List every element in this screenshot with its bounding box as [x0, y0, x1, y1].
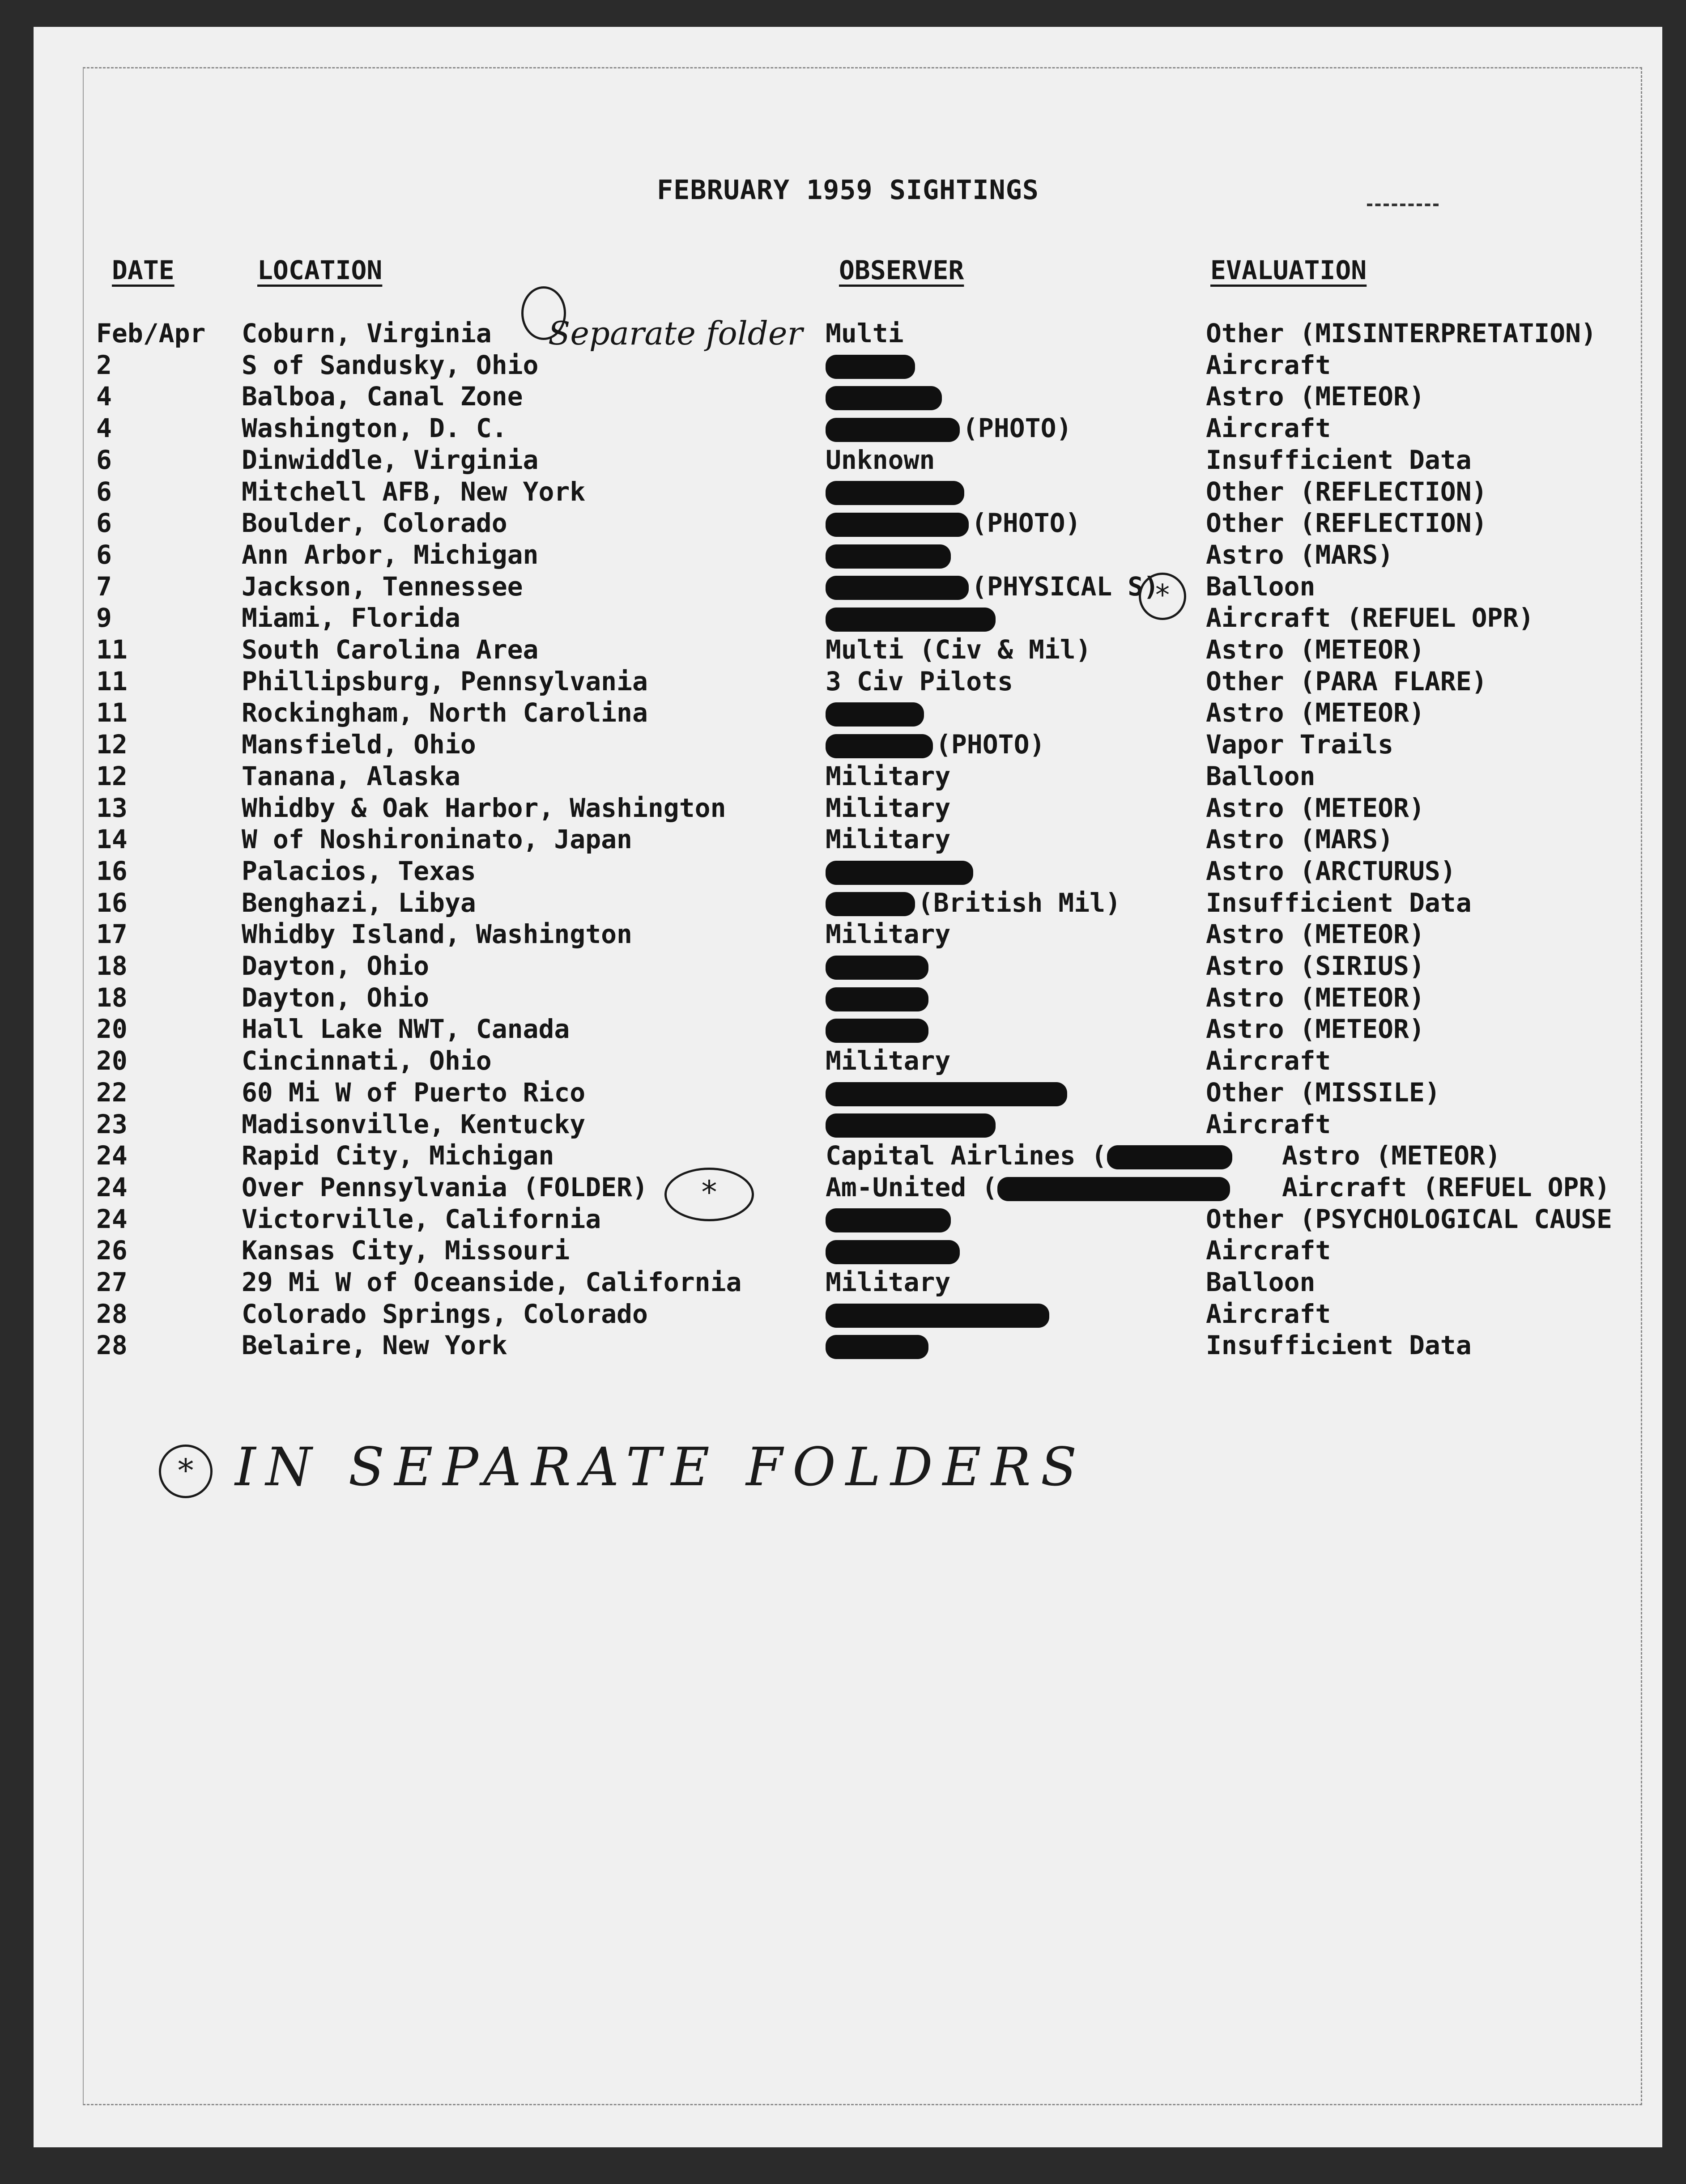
- row-observer: [826, 476, 967, 507]
- row-observer: [826, 1140, 1235, 1171]
- row-location: Phillipsburg, Pennsylvania: [242, 666, 648, 697]
- row-evaluation: Astro (METEOR): [1206, 634, 1425, 665]
- row-location: Cincinnati, Ohio: [242, 1045, 492, 1076]
- row-date: 26: [96, 1235, 128, 1266]
- row-location: Rapid City, Michigan: [242, 1140, 554, 1171]
- redaction-bar: [826, 576, 969, 600]
- table-row: [34, 1140, 1662, 1171]
- redaction-bar: [826, 481, 964, 505]
- row-evaluation: Aircraft: [1206, 413, 1331, 444]
- row-evaluation: Aircraft: [1206, 349, 1331, 380]
- row-location: Benghazi, Libya: [242, 887, 476, 918]
- row-observer: [826, 1330, 931, 1361]
- row-location: Dayton, Ohio: [242, 982, 430, 1013]
- handwritten-footnote: [159, 1436, 1087, 1498]
- row-date: 7: [96, 571, 112, 602]
- row-observer: [826, 1266, 950, 1298]
- row-location: Colorado Springs, Colorado: [242, 1298, 648, 1329]
- table-row: [34, 571, 1662, 602]
- row-observer: [826, 318, 904, 349]
- redaction-bar: [826, 608, 996, 632]
- row-evaluation: Balloon: [1206, 571, 1316, 602]
- row-observer: [826, 950, 931, 982]
- row-date: 24: [96, 1203, 128, 1234]
- table-row: [34, 634, 1662, 665]
- row-date: Feb/Apr: [96, 318, 206, 348]
- row-date: 6: [96, 444, 112, 475]
- row-observer: [826, 887, 1121, 918]
- redaction-bar: [826, 513, 969, 537]
- row-date: 11: [96, 634, 128, 665]
- row-evaluation: Vapor Trails: [1206, 729, 1394, 760]
- table-row: [34, 697, 1662, 728]
- row-date: 4: [96, 381, 112, 412]
- header-observer: OBSERVER: [839, 255, 964, 285]
- redaction-bar: [826, 1082, 1067, 1106]
- row-evaluation: Insufficient Data: [1206, 444, 1472, 475]
- row-date: 6: [96, 539, 112, 570]
- table-row: [34, 887, 1662, 918]
- footnote-asterisk-icon: *: [159, 1445, 213, 1498]
- table-row: [34, 1203, 1662, 1235]
- row-evaluation: Aircraft (REFUEL OPR): [1206, 603, 1534, 633]
- row-observer-text: Multi (Civ & Mil): [826, 634, 1091, 665]
- table-row: [34, 1330, 1662, 1361]
- redaction-bar: [826, 1335, 928, 1359]
- row-location: Mansfield, Ohio: [242, 729, 476, 760]
- row-location: Victorville, California: [242, 1203, 601, 1234]
- row-date: 16: [96, 887, 128, 918]
- row-location: Balboa, Canal Zone: [242, 381, 523, 412]
- row-location: Over Pennsylvania (FOLDER): [242, 1172, 648, 1202]
- row-location: Palacios, Texas: [242, 855, 476, 886]
- row-location: Miami, Florida: [242, 603, 460, 633]
- redaction-bar: [826, 987, 928, 1011]
- row-observer-text: (PHOTO): [962, 413, 1072, 444]
- table-row: [34, 855, 1662, 887]
- row-observer: [826, 412, 1072, 444]
- row-observer: [826, 666, 1013, 697]
- row-location: Rockingham, North Carolina: [242, 697, 648, 728]
- row-evaluation: Astro (METEOR): [1206, 381, 1425, 412]
- redaction-bar: [826, 892, 915, 916]
- row-observer: [826, 1045, 950, 1076]
- redaction-bar: [826, 956, 928, 980]
- redaction-bar: [826, 1240, 960, 1264]
- row-evaluation: Other (MISSILE): [1206, 1077, 1440, 1108]
- row-observer-text: (PHYSICAL S): [971, 571, 1159, 602]
- redaction-bar: [826, 355, 915, 379]
- row-date: 4: [96, 413, 112, 444]
- table-row: [34, 1298, 1662, 1330]
- table-row: [34, 539, 1662, 570]
- redaction-bar: [1107, 1145, 1232, 1169]
- row-date: 20: [96, 1045, 128, 1076]
- redaction-bar: [826, 702, 924, 727]
- row-observer: [826, 507, 1081, 539]
- row-date: 18: [96, 982, 128, 1013]
- table-row: [34, 1045, 1662, 1076]
- footnote-text: IN SEPARATE FOLDERS: [235, 1436, 1087, 1498]
- redaction-bar: [997, 1177, 1230, 1201]
- row-evaluation: Other (PARA FLARE): [1206, 666, 1487, 697]
- table-row: [34, 349, 1662, 381]
- row-observer: [826, 855, 976, 887]
- row-observer: [826, 1013, 931, 1045]
- row-observer: [826, 381, 945, 412]
- table-row: [34, 761, 1662, 792]
- redaction-bar: [826, 1208, 951, 1232]
- row-date: 6: [96, 476, 112, 507]
- row-observer: [826, 634, 1091, 665]
- row-observer: [826, 1203, 954, 1235]
- row-evaluation: Aircraft: [1206, 1045, 1331, 1076]
- table-row: [34, 1013, 1662, 1045]
- row-date: 12: [96, 761, 128, 791]
- row-evaluation: Balloon: [1206, 761, 1316, 791]
- row-evaluation: Astro (METEOR): [1282, 1140, 1501, 1171]
- row-observer: [826, 571, 1159, 602]
- redaction-bar: [826, 734, 933, 758]
- row-location: Hall Lake NWT, Canada: [242, 1014, 570, 1045]
- row-date: 6: [96, 508, 112, 539]
- table-row: [34, 1266, 1662, 1298]
- row-location: Dayton, Ohio: [242, 951, 430, 981]
- row-evaluation: Other (PSYCHOLOGICAL CAUSE: [1206, 1203, 1612, 1234]
- row-observer-text: Military: [826, 761, 951, 791]
- row-evaluation: Aircraft: [1206, 1235, 1331, 1266]
- table-row: [34, 314, 1662, 352]
- header-date: DATE: [112, 255, 175, 285]
- row-observer-text: Military: [826, 824, 951, 855]
- row-observer-text: 3 Civ Pilots: [826, 666, 1013, 697]
- row-observer: [826, 982, 931, 1013]
- document-page: [34, 27, 1662, 2147]
- row-location: Jackson, Tennessee: [242, 571, 523, 602]
- header-location: LOCATION: [257, 255, 383, 285]
- row-date: 20: [96, 1014, 128, 1045]
- row-evaluation: Astro (METEOR): [1206, 1014, 1425, 1045]
- row-observer-text: Military: [826, 792, 951, 823]
- row-evaluation: Balloon: [1206, 1267, 1316, 1297]
- row-location: W of Noshironinato, Japan: [242, 824, 632, 855]
- row-date: 27: [96, 1267, 128, 1297]
- table-row: [34, 918, 1662, 950]
- table-row: [34, 950, 1662, 982]
- row-observer-text: Multi: [826, 318, 904, 348]
- row-observer-text: Military: [826, 919, 951, 950]
- table-row: [34, 982, 1662, 1013]
- table-row: [34, 792, 1662, 824]
- row-observer: [826, 918, 950, 950]
- row-evaluation: Other (REFLECTION): [1206, 476, 1487, 507]
- row-observer-text: Am-United (: [826, 1172, 998, 1202]
- row-location: Mitchell AFB, New York: [242, 476, 586, 507]
- row-evaluation: Astro (METEOR): [1206, 919, 1425, 950]
- table-row: [34, 507, 1662, 539]
- row-date: 22: [96, 1077, 128, 1108]
- row-date: 18: [96, 951, 128, 981]
- row-location: Whidby Island, Washington: [242, 919, 632, 950]
- row-date: 24: [96, 1172, 128, 1202]
- row-date: 9: [96, 603, 112, 633]
- table-row: [34, 1109, 1662, 1140]
- row-observer: [826, 539, 954, 570]
- row-date: 17: [96, 919, 128, 950]
- table-row: [34, 1235, 1662, 1266]
- row-observer-text: Military: [826, 1267, 951, 1297]
- table-row: [34, 412, 1662, 444]
- table-row: [34, 729, 1662, 760]
- redaction-bar: [826, 1019, 928, 1043]
- row-evaluation: Astro (MARS): [1206, 539, 1394, 570]
- redaction-bar: [826, 1304, 1049, 1328]
- row-evaluation: Astro (METEOR): [1206, 982, 1425, 1013]
- table-row: [34, 476, 1662, 507]
- row-observer-text: Unknown: [826, 444, 935, 475]
- row-evaluation: Insufficient Data: [1206, 887, 1472, 918]
- row-observer-text: (British Mil): [918, 887, 1121, 918]
- row-observer: [826, 1298, 1052, 1330]
- page-title: FEBRUARY 1959 SIGHTINGS: [657, 174, 1039, 206]
- row-evaluation: Other (MISINTERPRETATION): [1206, 318, 1597, 348]
- row-date: 28: [96, 1330, 128, 1361]
- row-date: 11: [96, 666, 128, 697]
- row-evaluation: Astro (METEOR): [1206, 697, 1425, 728]
- redaction-bar: [826, 1113, 996, 1138]
- table-row: [34, 381, 1662, 412]
- row-evaluation: Insufficient Data: [1206, 1330, 1472, 1361]
- row-evaluation: Aircraft (REFUEL OPR): [1282, 1172, 1610, 1202]
- row-observer-text: (PHOTO): [971, 508, 1081, 539]
- row-date: 11: [96, 697, 128, 728]
- table-row: [34, 1172, 1662, 1203]
- row-date: 23: [96, 1109, 128, 1139]
- table-row: [34, 666, 1662, 697]
- row-location: 29 Mi W of Oceanside, California: [242, 1267, 742, 1297]
- row-location: Coburn, Virginia: [242, 318, 492, 348]
- redaction-bar: [826, 418, 960, 442]
- row-evaluation: Astro (METEOR): [1206, 792, 1425, 823]
- row-location: Dinwiddle, Virginia: [242, 444, 539, 475]
- redaction-bar: [826, 386, 942, 410]
- row-evaluation: Astro (ARCTURUS): [1206, 855, 1456, 886]
- row-location: Tanana, Alaska: [242, 761, 460, 791]
- row-observer: [826, 602, 998, 633]
- row-observer: [826, 349, 918, 381]
- row-observer: [826, 697, 927, 728]
- row-location: Whidby & Oak Harbor, Washington: [242, 792, 726, 823]
- row-location: Kansas City, Missouri: [242, 1235, 570, 1266]
- row-date: 13: [96, 792, 128, 823]
- row-location: Belaire, New York: [242, 1330, 507, 1361]
- row-observer-text: Capital Airlines (: [826, 1140, 1107, 1171]
- asterisk-circle-jackson: *: [1139, 573, 1186, 620]
- row-location: Ann Arbor, Michigan: [242, 539, 539, 570]
- row-observer: [826, 824, 950, 855]
- row-date: 12: [96, 729, 128, 760]
- table-row: [34, 1077, 1662, 1108]
- row-location: Madisonville, Kentucky: [242, 1109, 586, 1139]
- handwritten-separate-folder: Separate folder: [548, 314, 803, 352]
- redaction-bar: [826, 861, 973, 885]
- row-observer: [826, 1109, 998, 1140]
- row-evaluation: Other (REFLECTION): [1206, 508, 1487, 539]
- table-row: [34, 824, 1662, 855]
- row-date: 14: [96, 824, 128, 855]
- row-observer: [826, 792, 950, 824]
- table-row: [34, 444, 1662, 476]
- table-row: [34, 602, 1662, 633]
- row-date: 28: [96, 1298, 128, 1329]
- row-location: Boulder, Colorado: [242, 508, 507, 539]
- row-observer: [826, 1235, 962, 1266]
- row-location: Washington, D. C.: [242, 413, 507, 444]
- row-evaluation: Aircraft: [1206, 1298, 1331, 1329]
- row-location: South Carolina Area: [242, 634, 539, 665]
- redaction-bar: [826, 544, 951, 569]
- row-observer: [826, 1077, 1070, 1108]
- asterisk-oval-pennsylvania: *: [664, 1168, 754, 1221]
- row-date: 16: [96, 855, 128, 886]
- row-observer-text: Military: [826, 1045, 951, 1076]
- row-observer: [826, 1172, 1233, 1203]
- header-evaluation: EVALUATION: [1210, 255, 1367, 285]
- row-evaluation: Aircraft: [1206, 1109, 1331, 1139]
- row-observer: [826, 444, 935, 476]
- row-evaluation: Astro (MARS): [1206, 824, 1394, 855]
- row-observer: [826, 761, 950, 792]
- row-evaluation: Astro (SIRIUS): [1206, 951, 1425, 981]
- row-location: S of Sandusky, Ohio: [242, 349, 539, 380]
- row-observer: [826, 729, 1045, 760]
- row-location: 60 Mi W of Puerto Rico: [242, 1077, 586, 1108]
- row-date: 24: [96, 1140, 128, 1171]
- row-date: 2: [96, 349, 112, 380]
- row-observer-text: (PHOTO): [936, 729, 1045, 760]
